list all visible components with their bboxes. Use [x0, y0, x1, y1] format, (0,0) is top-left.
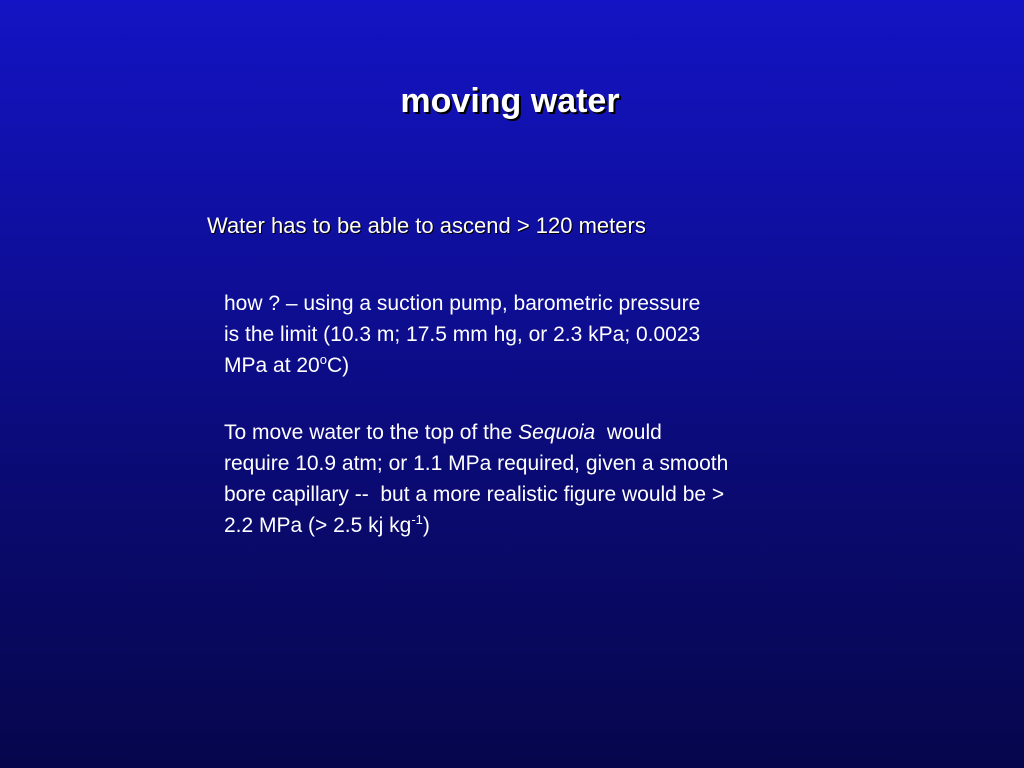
superscript: -1 — [411, 512, 423, 527]
paragraph-sequoia — [224, 417, 844, 541]
superscript: o — [319, 352, 327, 367]
paragraph-line — [224, 510, 844, 541]
slide-title: moving water — [400, 82, 620, 120]
text-run: MPa at 20 — [224, 354, 320, 377]
text-run: 2.2 MPa (> 2.5 kj kg — [224, 514, 412, 537]
paragraph-line: how ? – using a suction pump, barometric pressure — [224, 292, 701, 315]
text-run: C) — [326, 354, 350, 377]
paragraph-line: is the limit (10.3 m; 17.5 mm hg, or 2.3 kPa; 0.0023 — [224, 323, 701, 346]
paragraph-suction-pump — [224, 288, 824, 381]
text-run: To move water to the top of the — [224, 421, 519, 444]
paragraph-line: require 10.9 atm; or 1.1 MPa required, given a smooth — [224, 452, 729, 475]
italic-text: Sequoia — [518, 421, 596, 444]
text-run: would — [595, 421, 662, 444]
paragraph-line: bore capillary -- but a more realistic figure would be > — [224, 483, 725, 506]
paragraph-line — [224, 350, 824, 381]
paragraph-line — [224, 417, 844, 448]
slide-headline: Water has to be able to ascend > 120 meters — [207, 213, 646, 238]
text-run: ) — [422, 514, 430, 537]
